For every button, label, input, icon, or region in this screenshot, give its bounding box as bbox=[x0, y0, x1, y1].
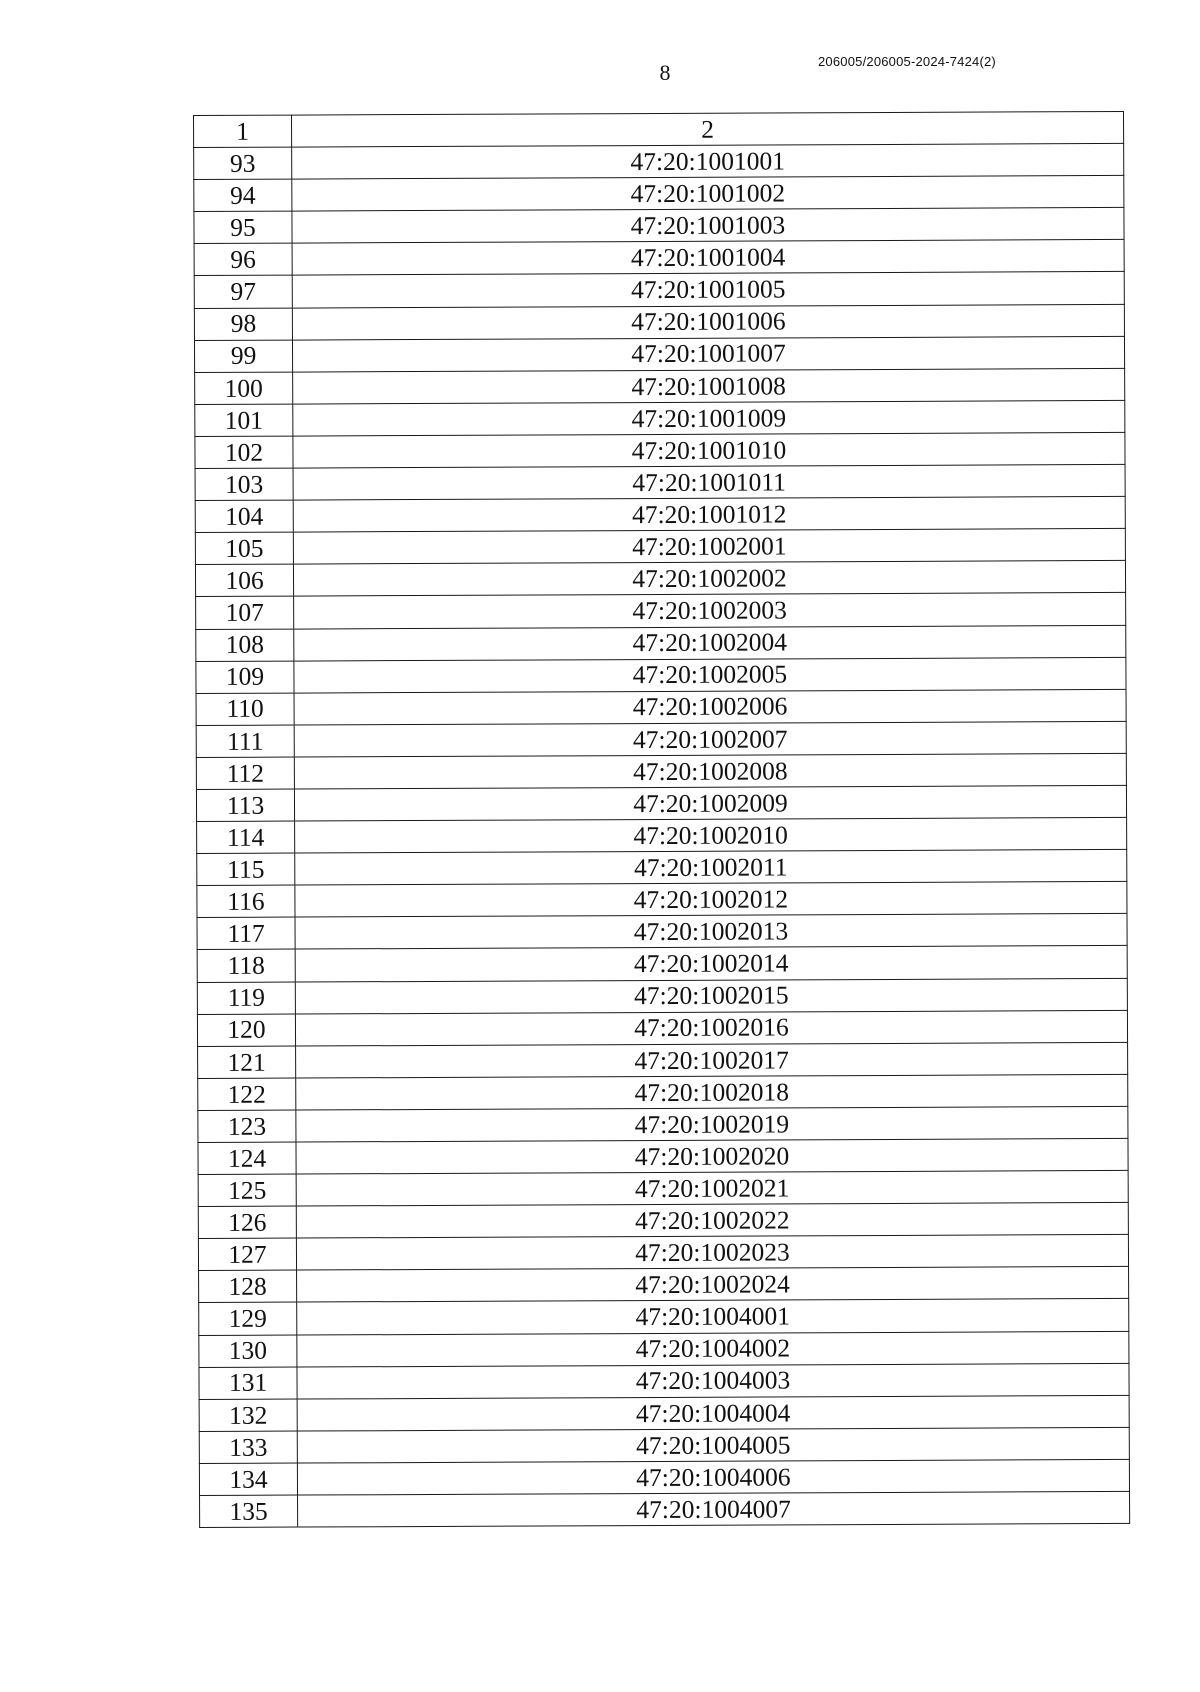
row-number-cell: 126 bbox=[198, 1206, 296, 1239]
row-number-cell: 118 bbox=[197, 949, 295, 982]
table-row bbox=[199, 1363, 1129, 1399]
table-row bbox=[197, 882, 1127, 918]
table-row bbox=[195, 368, 1125, 404]
row-number-cell: 106 bbox=[195, 564, 293, 597]
table-row bbox=[197, 1010, 1127, 1046]
cadastral-number-cell: 47:20:1002009 bbox=[294, 785, 1126, 821]
cadastral-number-cell: 47:20:1002019 bbox=[296, 1106, 1128, 1142]
cadastral-number-cell: 47:20:1001011 bbox=[293, 464, 1125, 500]
row-number-cell: 134 bbox=[199, 1463, 297, 1496]
row-number-cell: 105 bbox=[195, 532, 293, 565]
table-row bbox=[199, 1427, 1129, 1463]
row-number-cell: 102 bbox=[195, 436, 293, 469]
table-row bbox=[195, 529, 1125, 565]
document-id: 206005/206005-2024-7424(2) bbox=[818, 54, 996, 69]
cadastral-number-cell: 47:20:1001002 bbox=[292, 176, 1124, 212]
table-row bbox=[196, 593, 1126, 629]
table-row bbox=[200, 1491, 1130, 1527]
cadastral-number-cell: 47:20:1002022 bbox=[296, 1203, 1128, 1239]
row-number-cell: 119 bbox=[197, 982, 295, 1015]
cadastral-number-cell: 47:20:1002006 bbox=[294, 689, 1126, 725]
table-row bbox=[198, 1138, 1128, 1174]
column-header-2: 2 bbox=[292, 111, 1124, 147]
table-row bbox=[194, 336, 1124, 372]
table-row bbox=[197, 817, 1127, 853]
cadastral-number-cell: 47:20:1001007 bbox=[292, 336, 1124, 372]
cadastral-number-cell: 47:20:1002013 bbox=[295, 914, 1127, 950]
row-number-cell: 100 bbox=[195, 372, 293, 405]
row-number-cell: 124 bbox=[198, 1142, 296, 1175]
cadastral-number-cell: 47:20:1002024 bbox=[297, 1267, 1129, 1303]
cadastral-number-cell: 47:20:1002015 bbox=[295, 978, 1127, 1014]
row-number-cell: 99 bbox=[194, 340, 292, 373]
table-row bbox=[198, 1042, 1128, 1078]
row-number-cell: 104 bbox=[195, 500, 293, 533]
row-number-cell: 122 bbox=[198, 1078, 296, 1111]
table-row bbox=[199, 1459, 1129, 1495]
table-row bbox=[196, 625, 1126, 661]
cadastral-number-cell: 47:20:1002005 bbox=[294, 657, 1126, 693]
table-row bbox=[196, 785, 1126, 821]
cadastral-number-cell: 47:20:1002010 bbox=[295, 817, 1127, 853]
row-number-cell: 121 bbox=[198, 1046, 296, 1079]
registry-table-container bbox=[193, 111, 1129, 1528]
cadastral-number-cell: 47:20:1002003 bbox=[294, 593, 1126, 629]
row-number-cell: 117 bbox=[197, 917, 295, 950]
cadastral-number-cell: 47:20:1002004 bbox=[294, 625, 1126, 661]
row-number-cell: 109 bbox=[196, 661, 294, 694]
row-number-cell: 133 bbox=[199, 1431, 297, 1464]
cadastral-number-cell: 47:20:1001009 bbox=[293, 400, 1125, 436]
table-row bbox=[196, 753, 1126, 789]
table-row bbox=[197, 850, 1127, 886]
table-header-row bbox=[194, 111, 1124, 147]
row-number-cell: 98 bbox=[194, 308, 292, 341]
cadastral-number-cell: 47:20:1004003 bbox=[297, 1363, 1129, 1399]
row-number-cell: 103 bbox=[195, 468, 293, 501]
table-row bbox=[196, 689, 1126, 725]
row-number-cell: 115 bbox=[197, 853, 295, 886]
cadastral-number-cell: 47:20:1001003 bbox=[292, 208, 1124, 244]
cadastral-number-cell: 47:20:1004004 bbox=[297, 1395, 1129, 1431]
cadastral-number-cell: 47:20:1001005 bbox=[292, 272, 1124, 308]
row-number-cell: 108 bbox=[196, 629, 294, 662]
cadastral-number-cell: 47:20:1002014 bbox=[295, 946, 1127, 982]
row-number-cell: 110 bbox=[196, 693, 294, 726]
cadastral-number-cell: 47:20:1001006 bbox=[292, 304, 1124, 340]
table-row bbox=[195, 400, 1125, 436]
row-number-cell: 132 bbox=[199, 1399, 297, 1432]
row-number-cell: 114 bbox=[197, 821, 295, 854]
cadastral-number-cell: 47:20:1002002 bbox=[293, 561, 1125, 597]
table-row bbox=[199, 1331, 1129, 1367]
table-row bbox=[194, 304, 1124, 340]
row-number-cell: 129 bbox=[199, 1303, 297, 1336]
row-number-cell: 101 bbox=[195, 404, 293, 437]
table-row bbox=[199, 1267, 1129, 1303]
table-row bbox=[198, 1074, 1128, 1110]
cadastral-number-cell: 47:20:1004006 bbox=[297, 1459, 1129, 1495]
row-number-cell: 125 bbox=[198, 1174, 296, 1207]
cadastral-number-cell: 47:20:1002001 bbox=[293, 529, 1125, 565]
table-row bbox=[194, 144, 1124, 180]
cadastral-number-cell: 47:20:1002012 bbox=[295, 882, 1127, 918]
table-row bbox=[198, 1106, 1128, 1142]
table-row bbox=[194, 208, 1124, 244]
row-number-cell: 113 bbox=[196, 789, 294, 822]
row-number-cell: 93 bbox=[194, 147, 292, 180]
cadastral-number-cell: 47:20:1004002 bbox=[297, 1331, 1129, 1367]
table-row bbox=[198, 1203, 1128, 1239]
row-number-cell: 135 bbox=[200, 1495, 298, 1528]
cadastral-number-cell: 47:20:1002020 bbox=[296, 1138, 1128, 1174]
table-row bbox=[198, 1235, 1128, 1271]
table-row bbox=[199, 1395, 1129, 1431]
cadastral-number-cell: 47:20:1002007 bbox=[294, 721, 1126, 757]
table-row bbox=[194, 272, 1124, 308]
cadastral-number-cell: 47:20:1002021 bbox=[296, 1171, 1128, 1207]
cadastral-number-cell: 47:20:1002018 bbox=[296, 1074, 1128, 1110]
table-row bbox=[196, 721, 1126, 757]
row-number-cell: 116 bbox=[197, 885, 295, 918]
row-number-cell: 120 bbox=[197, 1014, 295, 1047]
row-number-cell: 130 bbox=[199, 1335, 297, 1368]
table-row bbox=[197, 978, 1127, 1014]
row-number-cell: 94 bbox=[194, 179, 292, 212]
cadastral-number-cell: 47:20:1002017 bbox=[296, 1042, 1128, 1078]
row-number-cell: 95 bbox=[194, 211, 292, 244]
cadastral-number-cell: 47:20:1001001 bbox=[292, 144, 1124, 180]
row-number-cell: 107 bbox=[196, 596, 294, 629]
cadastral-number-cell: 47:20:1004007 bbox=[298, 1491, 1130, 1527]
cadastral-number-cell: 47:20:1002011 bbox=[295, 850, 1127, 886]
table-row bbox=[198, 1171, 1128, 1207]
table-row bbox=[197, 914, 1127, 950]
table-row bbox=[195, 561, 1125, 597]
cadastral-number-cell: 47:20:1001008 bbox=[293, 368, 1125, 404]
row-number-cell: 123 bbox=[198, 1110, 296, 1143]
row-number-cell: 127 bbox=[198, 1238, 296, 1271]
cadastral-number-cell: 47:20:1002023 bbox=[296, 1235, 1128, 1271]
table-row bbox=[194, 240, 1124, 276]
row-number-cell: 96 bbox=[194, 243, 292, 276]
row-number-cell: 111 bbox=[196, 725, 294, 758]
table-row bbox=[195, 432, 1125, 468]
row-number-cell: 97 bbox=[194, 276, 292, 309]
table-body bbox=[194, 111, 1130, 1527]
cadastral-number-cell: 47:20:1001010 bbox=[293, 432, 1125, 468]
row-number-cell: 128 bbox=[199, 1270, 297, 1303]
table-row bbox=[195, 497, 1125, 533]
cadastral-number-cell: 47:20:1004005 bbox=[297, 1427, 1129, 1463]
cadastral-number-cell: 47:20:1002008 bbox=[294, 753, 1126, 789]
cadastral-number-cell: 47:20:1002016 bbox=[295, 1010, 1127, 1046]
page-number: 8 bbox=[659, 60, 671, 85]
column-header-1: 1 bbox=[194, 115, 292, 148]
table-row bbox=[196, 657, 1126, 693]
cadastral-number-cell: 47:20:1004001 bbox=[297, 1299, 1129, 1335]
cadastral-number-cell: 47:20:1001012 bbox=[293, 497, 1125, 533]
cadastral-number-cell: 47:20:1001004 bbox=[292, 240, 1124, 276]
table-row bbox=[194, 176, 1124, 212]
table-row bbox=[195, 464, 1125, 500]
table-row bbox=[199, 1299, 1129, 1335]
row-number-cell: 112 bbox=[196, 757, 294, 790]
registry-table bbox=[193, 111, 1130, 1528]
row-number-cell: 131 bbox=[199, 1367, 297, 1400]
table-row bbox=[197, 946, 1127, 982]
